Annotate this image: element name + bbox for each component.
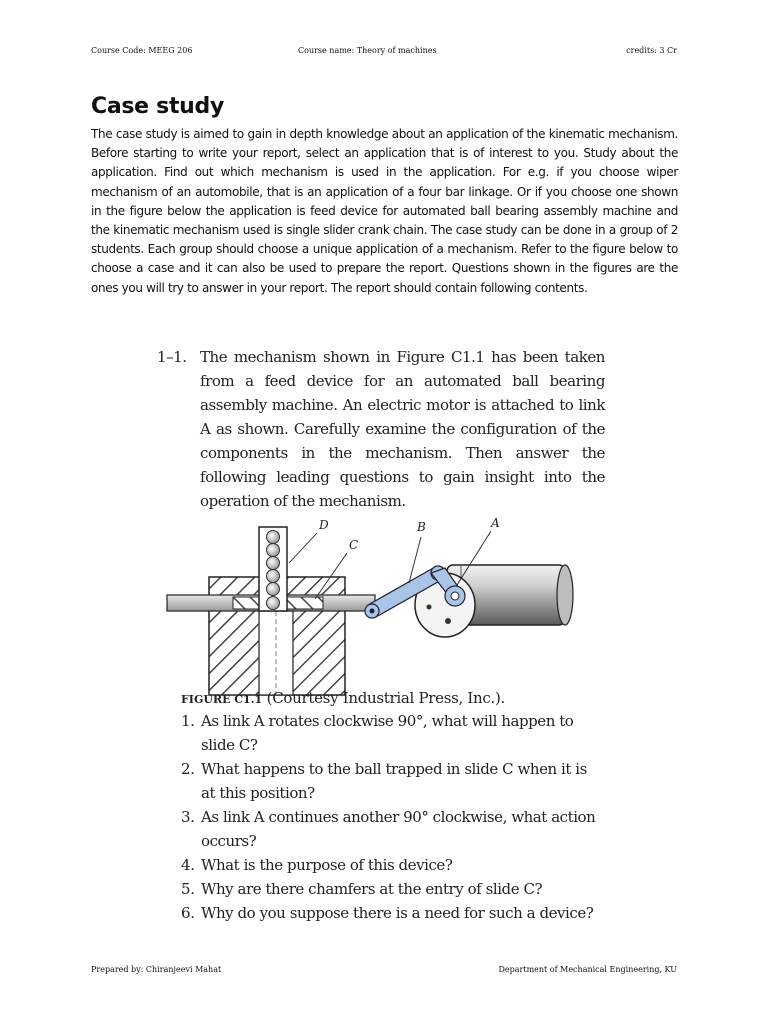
question-item bbox=[181, 805, 605, 853]
question-item bbox=[181, 877, 605, 901]
course-code: Course Code: MEEG 206 bbox=[91, 46, 193, 55]
figure-caption-text: (Courtesy Industrial Press, Inc.). bbox=[266, 689, 506, 707]
question-number: 1. bbox=[181, 712, 195, 730]
footer-prepared-by: Prepared by: Chiranjeevi Mahat bbox=[91, 965, 222, 974]
question-item bbox=[181, 757, 605, 805]
question-number: 6. bbox=[181, 904, 195, 922]
figure-caption bbox=[181, 689, 505, 707]
question-item bbox=[181, 853, 605, 877]
question-text: What is the purpose of this device? bbox=[201, 856, 453, 874]
question-number: 2. bbox=[181, 760, 195, 778]
course-credits: credits: 3 Cr bbox=[626, 46, 677, 55]
label-b: B bbox=[417, 520, 426, 534]
intro-paragraph: The case study is aimed to gain in depth knowledge about an application of the kinematic mechanism. Before starting to write your report, select an application that is of interest to you. Study about the application. Find out which mechanism is used in the application. For e.g. if you choose wiper mechanism of an automobile, that is an application of a four bar linkage. Or if you choose one shown in the figure below the application is feed device for automated ball bearing assembly machine and the kinematic mechanism used is single slider crank chain. The case study can be done in a group of 2 students. Each group should choose a unique application of a mechanism. Refer to the figure below to choose a case and it can also be used to prepare the report. Questions shown in the figures are the ones you will try to answer in your report. The report should contain following contents. bbox=[91, 127, 678, 295]
question-item bbox=[181, 709, 605, 757]
problem-statement bbox=[157, 345, 605, 513]
question-number: 3. bbox=[181, 808, 195, 826]
footer-department: Department of Mechanical Engineering, KU bbox=[498, 965, 677, 974]
problem-number: 1–1. bbox=[157, 348, 187, 366]
page-title: Case study bbox=[91, 94, 225, 119]
ball-feed-tube bbox=[259, 527, 287, 611]
question-item bbox=[181, 901, 605, 925]
question-number: 5. bbox=[181, 880, 195, 898]
course-name: Course name: Theory of machines bbox=[298, 46, 437, 55]
label-c: C bbox=[349, 538, 359, 552]
figure-caption-label: FIGURE C1.1 bbox=[181, 693, 263, 706]
question-text: Why do you suppose there is a need for such a device? bbox=[201, 904, 594, 922]
problem-text: The mechanism shown in Figure C1.1 has been taken from a feed device for an automated ball bearing assembly machine. An electric motor is attached to link A as shown. Carefully examine the configuration of the components in the mechanism. Then answer the following leading questions to gain insight into the operation of the mechanism. bbox=[200, 348, 605, 510]
question-list bbox=[181, 709, 605, 925]
mechanism-figure bbox=[165, 513, 575, 698]
question-text: As link A rotates clockwise 90°, what will happen to slide C? bbox=[201, 712, 574, 754]
question-number: 4. bbox=[181, 856, 195, 874]
label-d: D bbox=[319, 518, 329, 532]
label-a: A bbox=[491, 516, 500, 530]
question-text: Why are there chamfers at the entry of slide C? bbox=[201, 880, 543, 898]
question-text: What happens to the ball trapped in slide C when it is at this position? bbox=[201, 760, 587, 802]
question-text: As link A continues another 90° clockwise, what action occurs? bbox=[201, 808, 596, 850]
